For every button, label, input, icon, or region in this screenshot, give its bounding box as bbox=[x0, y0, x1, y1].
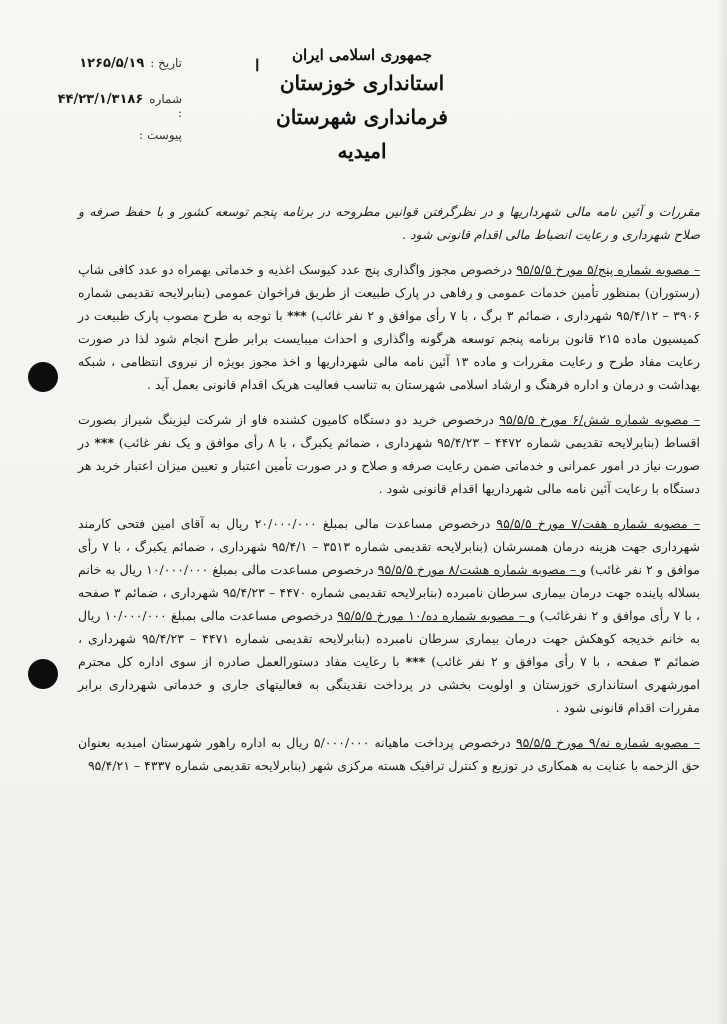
resolution-6-heading: – مصوبه شماره شش/۶ مورخ ۹۵/۵/۵ bbox=[499, 412, 700, 427]
number-row bbox=[57, 92, 182, 120]
resolution-5-body: درخصوص مجوز واگذاری پنج عدد کیوسک اغذیه و خدماتی بهمراه دو عدد کافی شاپ (رستوران) بمنظور تأمین خدمات عمومی و رفاهی در پارک طبیعت از طریق فراخوان عمومی (بنابرلایحه تقدیمی شماره ۳۹۰۶ – ۹۵/۴/۱۲ شهرداری ، ضمائم ۳ برگ ، با ۷ رأی موافق و ۲ نفر غائب) bbox=[78, 262, 701, 323]
resolution-5-decision: با توجه به طرح مصوب پارک طبیعت در کمیسیون ماده ۲۱۵ قانون برنامه پنجم توسعه هرگونه واگذاری و احداث میبایست برابر طرح انجام شود لذا در صورت رعایت مفاد طرح و رعایت مقررات و ماده ۱۳ آئین نامه مالی شهرداریها و اخذ مجوز بویژه از نیروی انتظامی ، شبکه بهداشت و درمان و اداره فرهنگ و ارشاد اسلامی شهرستان به تناسب فعالیت هریک اقدام قانونی بعمل آید . bbox=[78, 308, 701, 392]
letterhead bbox=[262, 44, 462, 168]
resolution-6-stars: *** bbox=[94, 435, 114, 450]
resolution-7-body: درخصوص مساعدت مالی بمبلغ ۲۰/۰۰۰/۰۰۰ ریال به آقای امین فتحی کارمند شهرداری جهت هزینه درمان همسرشان (بنابرلایحه تقدیمی شماره ۳۵۱۳ – ۹۵/۴/۱ شهرداری ، ضمائم یکبرگ ، با ۷ رأی موافق و ۲ نفر غائب) و bbox=[78, 516, 701, 577]
resolution-6-paragraph bbox=[78, 408, 700, 500]
handwritten-mark: ا bbox=[255, 56, 260, 75]
resolution-9-paragraph bbox=[78, 731, 700, 777]
attachment-row bbox=[62, 128, 182, 152]
resolution-9-heading: – مصوبه شماره نه/۹ مورخ ۹۵/۵/۵ bbox=[515, 735, 700, 750]
number-label: شماره : bbox=[149, 92, 182, 120]
resolution-5-stars: *** bbox=[287, 308, 307, 323]
resolution-10-heading: – مصوبه شماره ده/۱۰ مورخ ۹۵/۵/۵ bbox=[337, 608, 530, 623]
punch-hole-lower bbox=[28, 659, 58, 689]
letterhead-province: استانداری خوزستان bbox=[279, 71, 445, 95]
date-value: ۱۲۶۵/۵/۱۹ bbox=[79, 56, 145, 71]
number-value: ۴۴/۲۳/۱/۳۱۸۶ bbox=[57, 92, 144, 107]
letterhead-country: جمهوری اسلامی ایران bbox=[291, 46, 433, 64]
resolution-8-heading: – مصوبه شماره هشت/۸ مورخ ۹۵/۵/۵ bbox=[377, 562, 581, 577]
intro-paragraph: مقررات و آئین نامه مالی شهرداریها و در نظرگرفتن قوانین مطروحه در برنامه پنجم توسعه کشور و با حفظ صرفه و صلاح شهرداری و رعایت انضباط مالی اقدام قانونی شود . bbox=[78, 204, 700, 242]
letterhead-governorate: فرمانداری شهرستان امیدیه bbox=[276, 105, 448, 163]
resolution-7-8-10-decision: با رعایت مفاد دستورالعمل صادره از سوی اداره کل محترم امورشهری استانداری خوزستان و اولویت بخشی در پرداخت نقدینگی به فعالیتهای جاری و خدماتی شهرداری برابر مقررات اقدام قانونی شود . bbox=[78, 654, 700, 715]
resolution-9-body: درخصوص پرداخت ماهیانه ۵/۰۰۰/۰۰۰ ریال به اداره راهور شهرستان امیدیه بعنوان حق الزحمه با عنایت به همکاری در توزیع و کنترل ترافیک هسته مرکزی شهر (بنابرلایحه تقدیمی شماره ۴۳۳۷ – ۹۵/۴/۲۱ bbox=[78, 735, 700, 773]
resolution-5-heading: – مصوبه شماره پنج/۵ مورخ ۹۵/۵/۵ bbox=[516, 262, 700, 277]
attachment-label: پیوست : bbox=[139, 128, 182, 142]
punch-hole-upper bbox=[28, 362, 58, 392]
resolution-5-paragraph bbox=[78, 258, 700, 396]
resolution-6-decision: در صورت نیاز در امور عمرانی و خدماتی ضمن رعایت صرفه و صلاح و در صورت تأمین اعتبار و تعیین میزان اعتبار خرید هر دستگاه با رعایت آئین نامه مالی شهرداریها اقدام قانونی شود . bbox=[78, 435, 700, 496]
resolution-7-heading: – مصوبه شماره هفت/۷ مورخ ۹۵/۵/۵ bbox=[496, 516, 700, 531]
letter-body bbox=[78, 200, 700, 789]
letter-meta bbox=[57, 56, 182, 164]
date-label: تاریخ : bbox=[150, 56, 182, 70]
resolution-7-8-10-paragraph bbox=[78, 512, 700, 719]
date-row bbox=[62, 56, 182, 80]
resolution-10-body: درخصوص مساعدت مالی بمبلغ ۱۰/۰۰۰/۰۰۰ ریال به خانم خدیجه کوهکش جهت درمان بیماری سرطان نامبرده (بنابرلایحه تقدیمی شماره ۴۴۷۱ – ۹۵/۴/۲۳ شهرداری ، ضمائم ۳ صفحه ، با ۷ رأی موافق و ۲ نفر غائب) bbox=[78, 608, 701, 669]
page-edge-shadow bbox=[717, 0, 727, 1024]
resolution-7-8-10-stars: *** bbox=[405, 654, 426, 669]
resolution-6-body: درخصوص خرید دو دستگاه کامیون کشنده فاو از شرکت لیزینگ شیراز بصورت اقساط (بنابرلایحه تقدیمی شماره ۴۴۷۲ – ۹۵/۴/۲۳ شهرداری ، ضمائم یکبرگ ، با ۸ رأی موافق و یک نفر غائب) bbox=[78, 412, 700, 450]
resolution-8-body: درخصوص مساعدت مالی بمبلغ ۱۰/۰۰۰/۰۰۰ ریال به خانم بسلاله پاینده جهت درمان بیماری سرطان نامبرده (بنابرلایحه تقدیمی شماره ۴۴۷۰ – ۹۵/۴/۲۳ شهرداری ، ضمائم ۳ صفحه ، با ۷ رأی موافق و ۲ نفرغائب) و bbox=[78, 562, 700, 623]
